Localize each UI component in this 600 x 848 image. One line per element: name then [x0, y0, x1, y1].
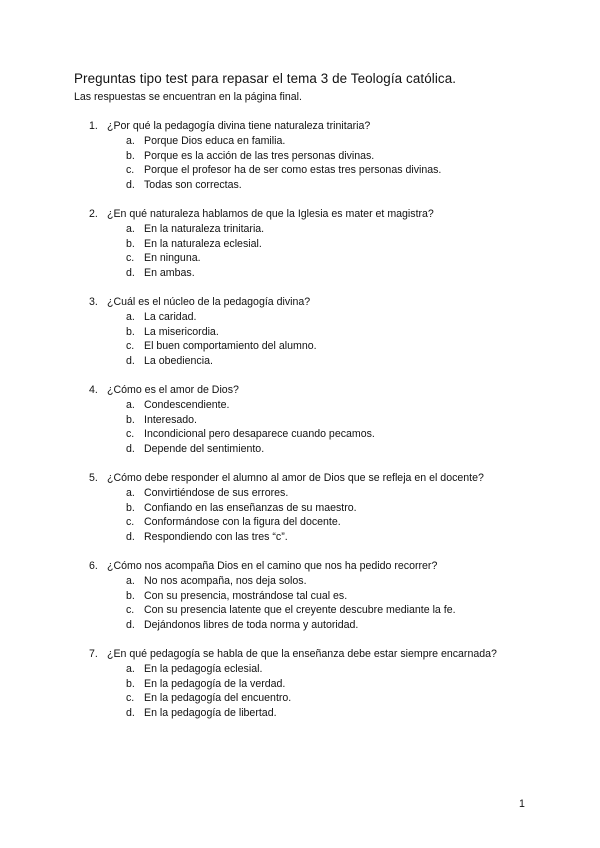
option-letter: b.: [126, 413, 135, 426]
question-text: ¿Cuál es el núcleo de la pedagogía divina?: [107, 296, 311, 308]
answer-option: [0, 164, 520, 179]
option-text: No nos acompaña, nos deja solos.: [144, 575, 307, 587]
option-letter: c.: [126, 428, 135, 441]
option-letter: c.: [126, 164, 135, 177]
option-text: Con su presencia, mostrándose tal cual es.: [144, 589, 348, 602]
answer-option: [0, 590, 520, 605]
question-text: ¿Por qué la pedagogía divina tiene naturaleza trinitaria?: [107, 120, 371, 132]
question-list: [0, 120, 600, 736]
option-letter: a.: [126, 487, 135, 499]
answer-option: [0, 150, 520, 165]
answer-option: [0, 575, 520, 590]
option-letter: a.: [126, 399, 135, 411]
option-letter: d.: [126, 354, 135, 367]
option-letter: a.: [126, 575, 135, 587]
option-letter: a.: [126, 311, 135, 323]
answer-options: [0, 487, 520, 545]
question-item: [0, 208, 600, 296]
answer-options: [0, 135, 520, 193]
option-text: En la naturaleza eclesial.: [144, 237, 262, 250]
question-text: ¿En qué pedagogía se habla de que la enseñanza debe estar siempre encarnada?: [107, 648, 497, 660]
answer-option: [0, 619, 520, 634]
question-number: 3.: [89, 296, 98, 308]
answer-option: [0, 311, 520, 326]
option-letter: a.: [126, 223, 135, 235]
answer-option: [0, 502, 520, 517]
answer-option: [0, 487, 520, 502]
document-subtitle: Las respuestas se encuentran en la página final.: [74, 91, 302, 103]
question-number: 7.: [89, 648, 98, 660]
option-letter: b.: [126, 501, 135, 514]
answer-option: [0, 531, 520, 546]
answer-option: [0, 604, 520, 619]
question-text: ¿En qué naturaleza hablamos de que la Iglesia es mater et magistra?: [107, 208, 434, 220]
question-text: ¿Cómo es el amor de Dios?: [107, 384, 239, 396]
option-letter: b.: [126, 149, 135, 162]
answer-option: [0, 663, 520, 678]
option-text: Respondiendo con las tres “c”.: [144, 530, 288, 543]
question-number: 5.: [89, 472, 98, 484]
option-text: En la pedagogía del encuentro.: [144, 692, 292, 705]
option-letter: d.: [126, 618, 135, 631]
option-text: Porque es la acción de las tres personas divinas.: [144, 149, 375, 162]
option-text: Depende del sentimiento.: [144, 442, 265, 455]
answer-options: [0, 311, 520, 369]
question-number: 2.: [89, 208, 98, 220]
option-letter: d.: [126, 442, 135, 455]
option-text: Condescendiente.: [144, 399, 230, 411]
option-letter: a.: [126, 135, 135, 147]
question-number: 6.: [89, 560, 98, 572]
option-text: En ambas.: [144, 266, 195, 279]
option-letter: c.: [126, 692, 135, 705]
answer-option: [0, 692, 520, 707]
option-text: El buen comportamiento del alumno.: [144, 340, 317, 353]
answer-options: [0, 223, 520, 281]
option-letter: d.: [126, 178, 135, 191]
option-text: Interesado.: [144, 413, 198, 426]
option-text: Conformándose con la figura del docente.: [144, 516, 341, 529]
answer-options: [0, 399, 520, 457]
option-text: Confiando en las enseñanzas de su maestro.: [144, 501, 357, 514]
answer-option: [0, 414, 520, 429]
option-text: Convirtiéndose de sus errores.: [144, 487, 289, 499]
question-item: [0, 472, 600, 560]
question-item: [0, 296, 600, 384]
question-item: [0, 120, 600, 208]
answer-option: [0, 399, 520, 414]
option-letter: c.: [126, 252, 135, 265]
option-text: En la naturaleza trinitaria.: [144, 223, 265, 235]
answer-option: [0, 516, 520, 531]
option-text: En ninguna.: [144, 252, 201, 265]
question-item: [0, 560, 600, 648]
answer-option: [0, 443, 520, 458]
option-letter: d.: [126, 266, 135, 279]
option-text: Con su presencia latente que el creyente descubre mediante la fe.: [144, 604, 456, 617]
option-letter: b.: [126, 237, 135, 250]
question-item: [0, 384, 600, 472]
option-letter: b.: [126, 677, 135, 690]
answer-option: [0, 707, 520, 722]
answer-option: [0, 223, 520, 238]
question-text: ¿Cómo nos acompaña Dios en el camino que nos ha pedido recorrer?: [107, 560, 438, 572]
question-number: 4.: [89, 384, 98, 396]
option-letter: d.: [126, 706, 135, 719]
option-letter: c.: [126, 340, 135, 353]
option-letter: c.: [126, 604, 135, 617]
answer-option: [0, 179, 520, 194]
option-text: En la pedagogía de libertad.: [144, 706, 277, 719]
option-letter: d.: [126, 530, 135, 543]
answer-option: [0, 678, 520, 693]
answer-options: [0, 663, 520, 721]
question-text: ¿Cómo debe responder el alumno al amor de Dios que se refleja en el docente?: [107, 472, 484, 484]
option-text: La obediencia.: [144, 354, 213, 367]
answer-option: [0, 238, 520, 253]
option-letter: b.: [126, 589, 135, 602]
option-letter: c.: [126, 516, 135, 529]
option-text: Porque el profesor ha de ser como estas tres personas divinas.: [144, 164, 442, 177]
answer-option: [0, 267, 520, 282]
question-item: [0, 648, 600, 736]
option-text: La misericordia.: [144, 325, 219, 338]
page-number: 1: [519, 798, 525, 810]
option-text: Todas son correctas.: [144, 178, 242, 191]
answer-options: [0, 575, 520, 633]
option-letter: a.: [126, 663, 135, 675]
answer-option: [0, 326, 520, 341]
answer-option: [0, 135, 520, 150]
answer-option: [0, 355, 520, 370]
answer-option: [0, 428, 520, 443]
question-number: 1.: [89, 120, 98, 132]
document-title: Preguntas tipo test para repasar el tema 3 de Teología católica.: [74, 71, 457, 86]
option-text: La caridad.: [144, 311, 197, 323]
option-text: Porque Dios educa en familia.: [144, 135, 286, 147]
option-text: En la pedagogía eclesial.: [144, 663, 263, 675]
answer-option: [0, 252, 520, 267]
answer-option: [0, 340, 520, 355]
option-letter: b.: [126, 325, 135, 338]
option-text: Incondicional pero desaparece cuando pecamos.: [144, 428, 375, 441]
option-text: Dejándonos libres de toda norma y autoridad.: [144, 618, 359, 631]
option-text: En la pedagogía de la verdad.: [144, 677, 286, 690]
